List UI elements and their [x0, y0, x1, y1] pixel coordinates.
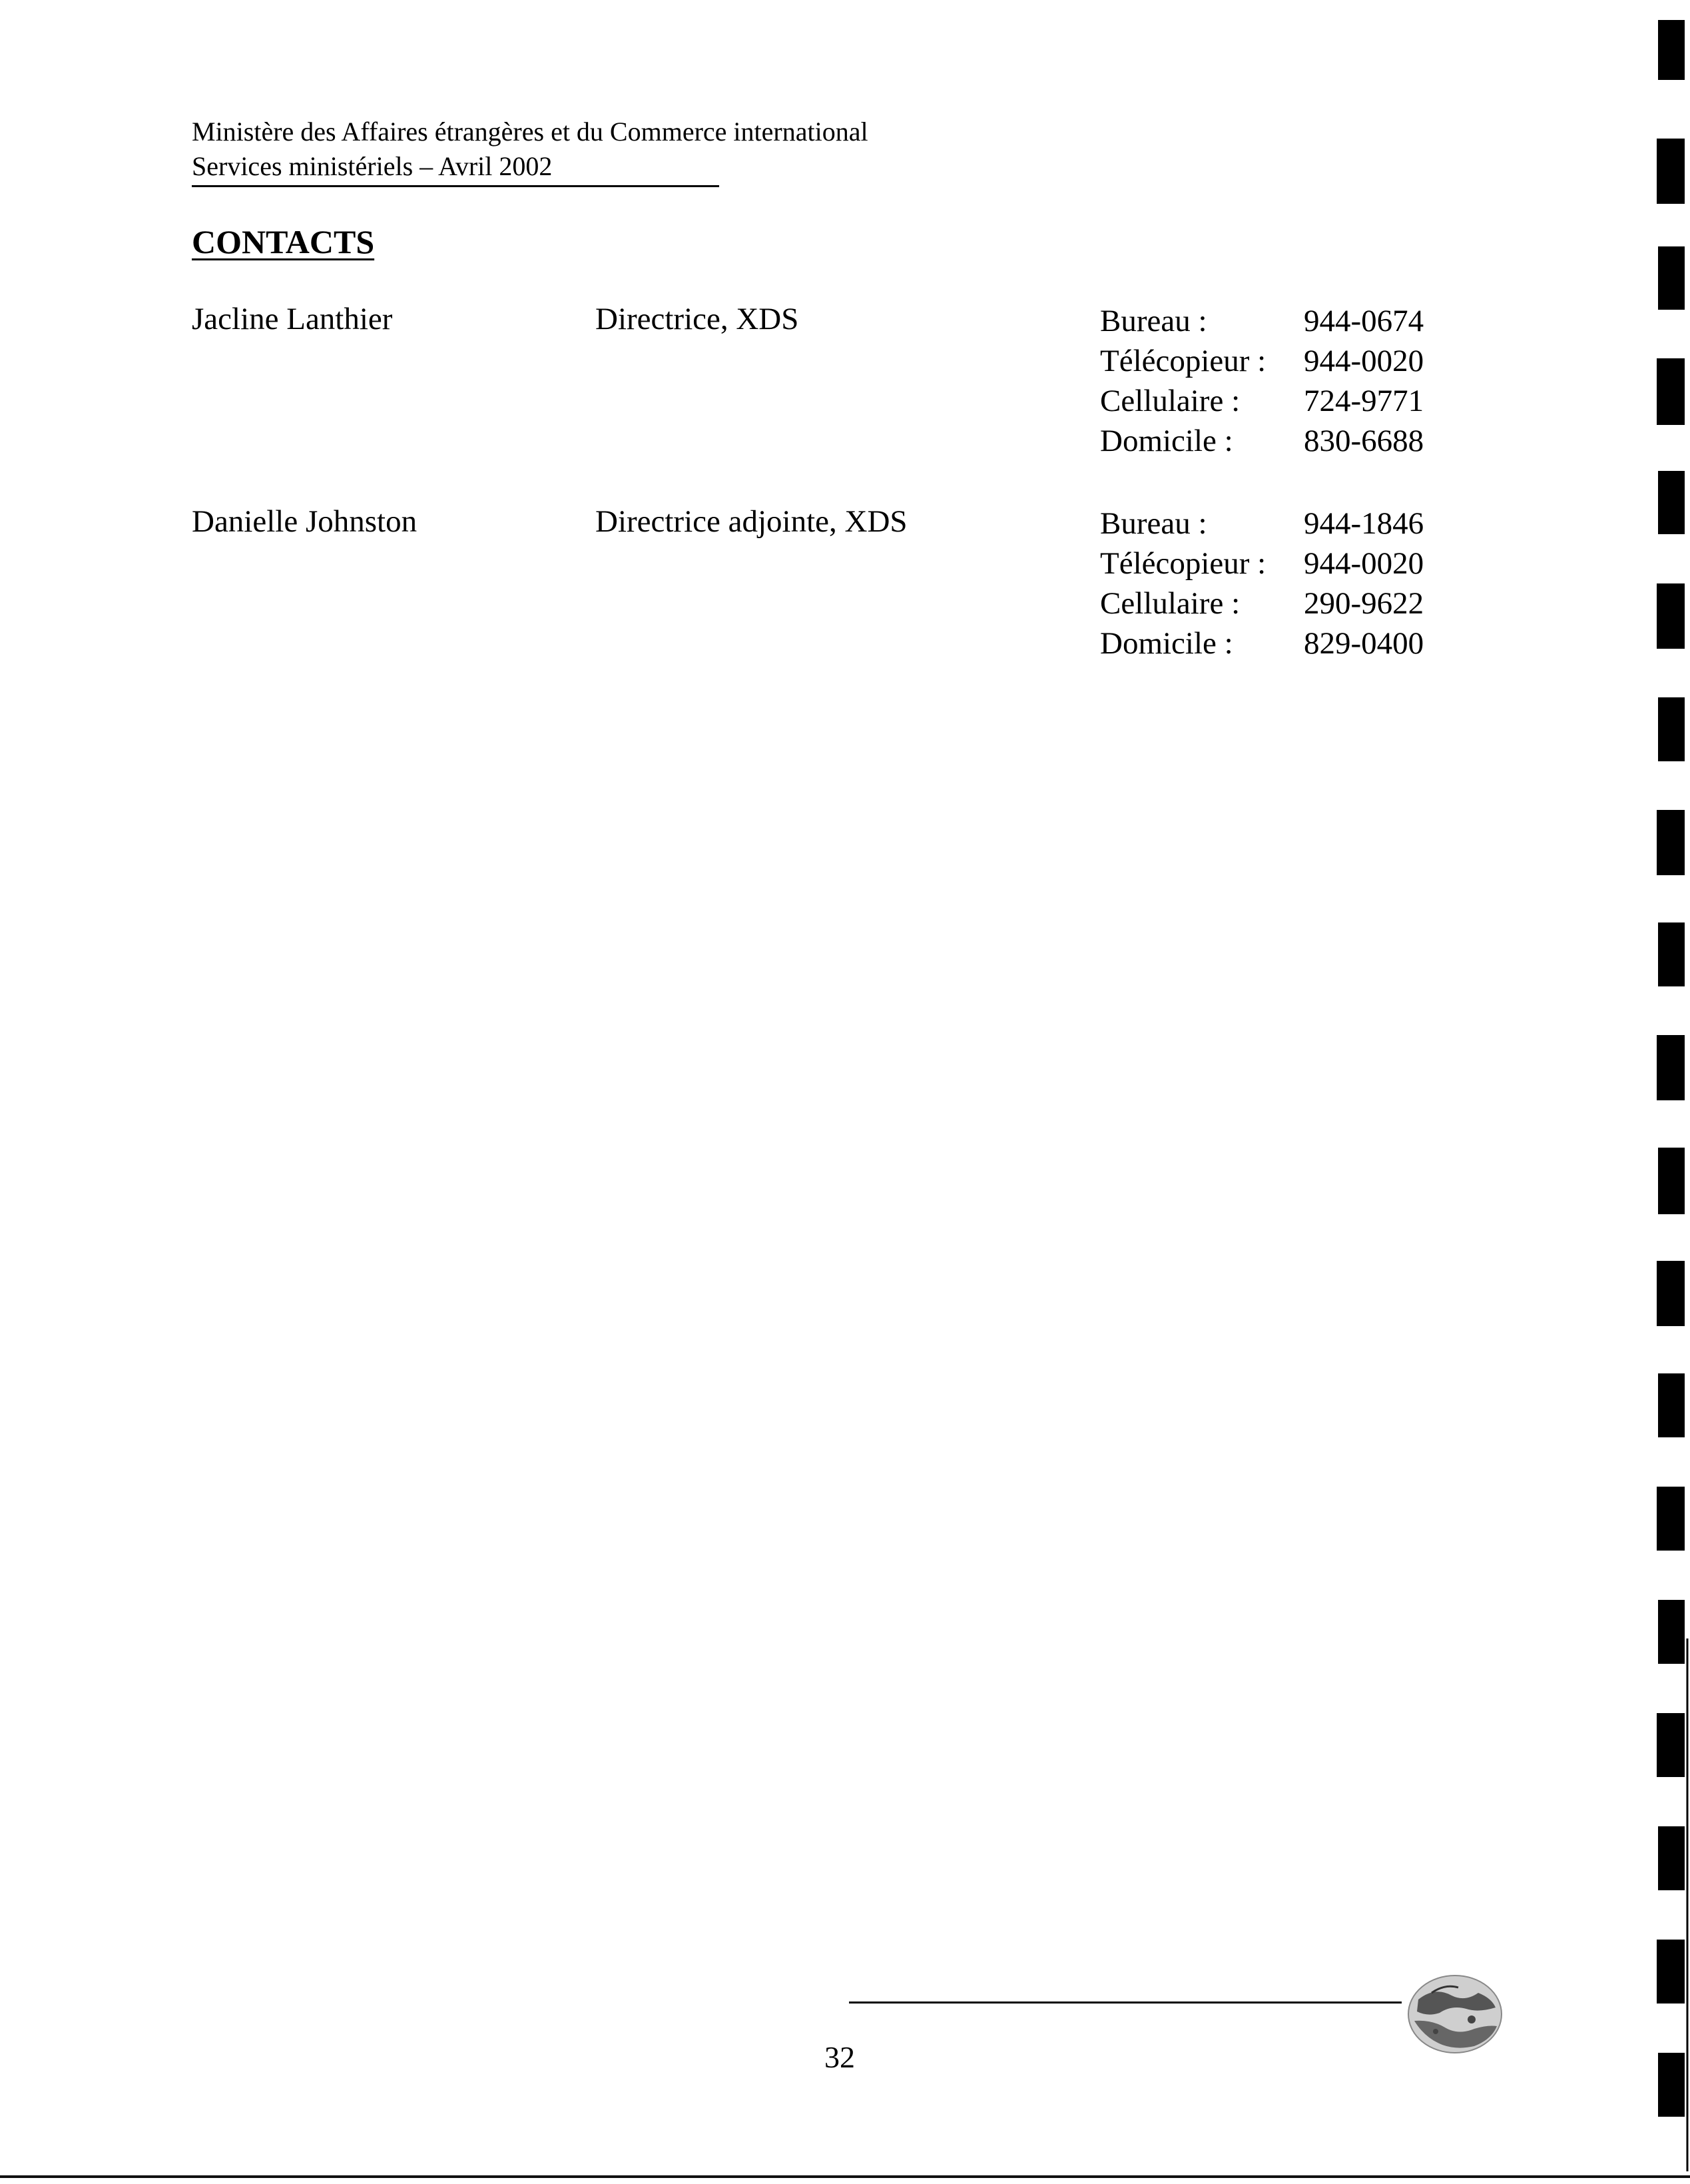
phone-label: Télécopieur :: [1100, 344, 1267, 378]
phone-number: 724-9771: [1304, 384, 1424, 418]
contact-title: Directrice adjointe, XDS: [595, 504, 908, 539]
phone-row: [1100, 381, 1424, 421]
phone-list: [1100, 504, 1424, 663]
phone-row: [1100, 421, 1424, 461]
phone-number: 944-0020: [1304, 344, 1424, 378]
contact-name: Danielle Johnston: [192, 504, 418, 539]
phone-label: Cellulaire :: [1100, 586, 1241, 621]
phone-number: 944-0020: [1304, 546, 1424, 581]
globe-logo: [1405, 1973, 1505, 2055]
scan-edge: [0, 2175, 1690, 2178]
phone-row: [1100, 504, 1424, 544]
phone-number: 290-9622: [1304, 586, 1424, 621]
section-title: CONTACTS: [192, 223, 375, 260]
phone-label: Télécopieur :: [1100, 546, 1267, 581]
phone-row: [1100, 583, 1424, 623]
phone-number: 944-0674: [1304, 304, 1424, 338]
phone-row: [1100, 623, 1424, 663]
footer-rule: [849, 2002, 1402, 2003]
header-services-date: Services ministériels – Avril 2002: [192, 149, 719, 187]
contact-title: Directrice, XDS: [595, 302, 799, 336]
phone-label: Domicile :: [1100, 626, 1233, 661]
contact-entry: [192, 504, 1457, 677]
contact-name: Jacline Lanthier: [192, 302, 393, 336]
phone-number: 829-0400: [1304, 626, 1424, 661]
binding-holes: [1643, 0, 1690, 2184]
page-header: [192, 115, 868, 187]
phone-label: Bureau :: [1100, 506, 1207, 541]
phone-row: [1100, 544, 1424, 583]
phone-label: Cellulaire :: [1100, 384, 1241, 418]
phone-row: [1100, 341, 1424, 381]
phone-label: Bureau :: [1100, 304, 1207, 338]
header-ministry: Ministère des Affaires étrangères et du Commerce international: [192, 117, 868, 147]
phone-list: [1100, 301, 1424, 461]
contact-entry: [192, 301, 1457, 474]
page-number: 32: [824, 2040, 855, 2074]
phone-number: 944-1846: [1304, 506, 1424, 541]
phone-label: Domicile :: [1100, 424, 1233, 458]
phone-row: [1100, 301, 1424, 341]
phone-number: 830-6688: [1304, 424, 1424, 458]
